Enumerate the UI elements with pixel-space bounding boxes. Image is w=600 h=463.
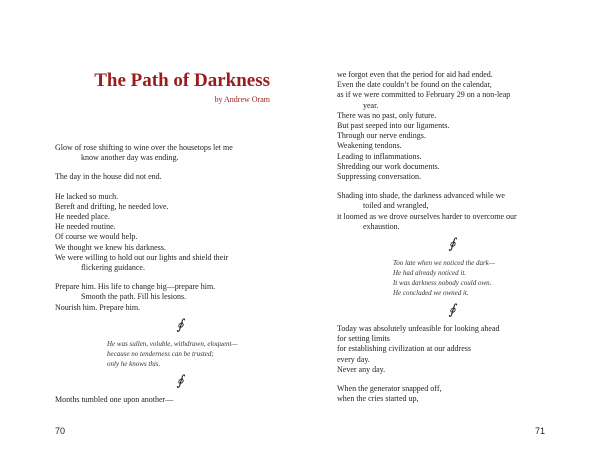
verse-line: We thought we knew his darkness. [55,242,166,252]
verse-line: Glow of rose shifting to wine over the housetops let me [55,143,233,152]
verse-line-continuation: flickering guidance. [81,263,145,273]
verse-line: Shredding our work documents. [337,161,440,171]
verse-line: we forgot even that the period for aid had ended. [337,70,493,79]
stanza-break [55,273,295,282]
verse-line: it loomed as we drove ourselves harder to overcome our [337,211,517,221]
stanza-break [55,163,295,172]
verse-line-continuation: toiled and wrangled, [363,201,429,211]
italic-verse-line: Too late when we noticed the dark— [393,259,496,268]
verse-line: Months tumbled one upon another— [55,394,174,404]
italic-verse-line: He had already noticed it. [393,269,467,278]
verse-line: every day. [337,354,370,364]
right-page-text [337,70,567,404]
verse-line: Never any day. [337,364,386,374]
stanza-break [337,375,567,384]
verse-line: Nourish him. Prepare him. [55,302,141,312]
verse-line: Suppressing conversation. [337,172,421,182]
page-number-left: 70 [55,426,66,436]
verse-line: He lacked so much. [55,191,119,201]
verse-line: He needed routine. [55,222,116,232]
section-ornament: ∮ [448,237,456,253]
verse-line: Through our nerve endings. [337,131,426,141]
left-page-text [55,143,295,405]
stanza-break [337,182,567,191]
italic-verse-line: only he knows this. [107,359,161,368]
stanza-break [55,183,295,192]
verse-line: The day in the house did not end. [55,172,162,182]
verse-line: Leading to inflammations. [337,151,422,161]
right-page [300,0,600,463]
verse-line: Shading into shade, the darkness advanced while we [337,191,505,201]
byline: by Andrew Oram [214,95,270,104]
verse-line: for setting limits [337,334,390,344]
verse-line: Prepare him. His life to change big—prepare him. [55,282,216,292]
verse-line: as if we were committed to February 29 on a non-leap [337,90,511,100]
verse-line: When the generator snapped off, [337,384,442,394]
verse-line: We were willing to hold out our lights and shield their [55,252,229,262]
verse-line: Of course we would help. [55,232,138,242]
poem-title: The Path of Darkness [94,70,270,91]
verse-line-continuation: know another day was ending. [81,153,179,163]
italic-verse-line: It was darkness nobody could own. [393,279,492,288]
verse-line: But past seeped into our ligaments. [337,121,450,131]
italic-verse-line: He concluded we owned it. [393,289,469,298]
verse-line: He needed place. [55,212,110,222]
verse-line: for establishing civilization at our address [337,344,471,354]
verse-line: Today was absolutely unfeasible for looking ahead [337,324,500,334]
verse-line-continuation: exhaustion. [363,221,400,231]
italic-verse-line: because no tenderness can be trusted; [107,349,214,358]
section-ornament: ∮ [448,303,456,319]
verse-line: Weakening tendons. [337,141,402,151]
section-ornament: ∮ [176,373,184,389]
page-number-right: 71 [535,426,546,436]
verse-line: Bereft and drifting, he needed love. [55,201,169,211]
verse-line: Even the date couldn’t be found on the calendar, [337,80,492,90]
section-ornament: ∮ [176,317,184,333]
verse-line: when the cries started up, [337,394,419,404]
verse-line: There was no past, only future. [337,110,437,120]
verse-line-continuation: Smooth the path. Fill his lesions. [81,292,187,302]
verse-line-continuation: year. [363,100,379,110]
italic-verse-line: He was sullen, voluble, withdrawn, eloquent— [107,339,238,348]
